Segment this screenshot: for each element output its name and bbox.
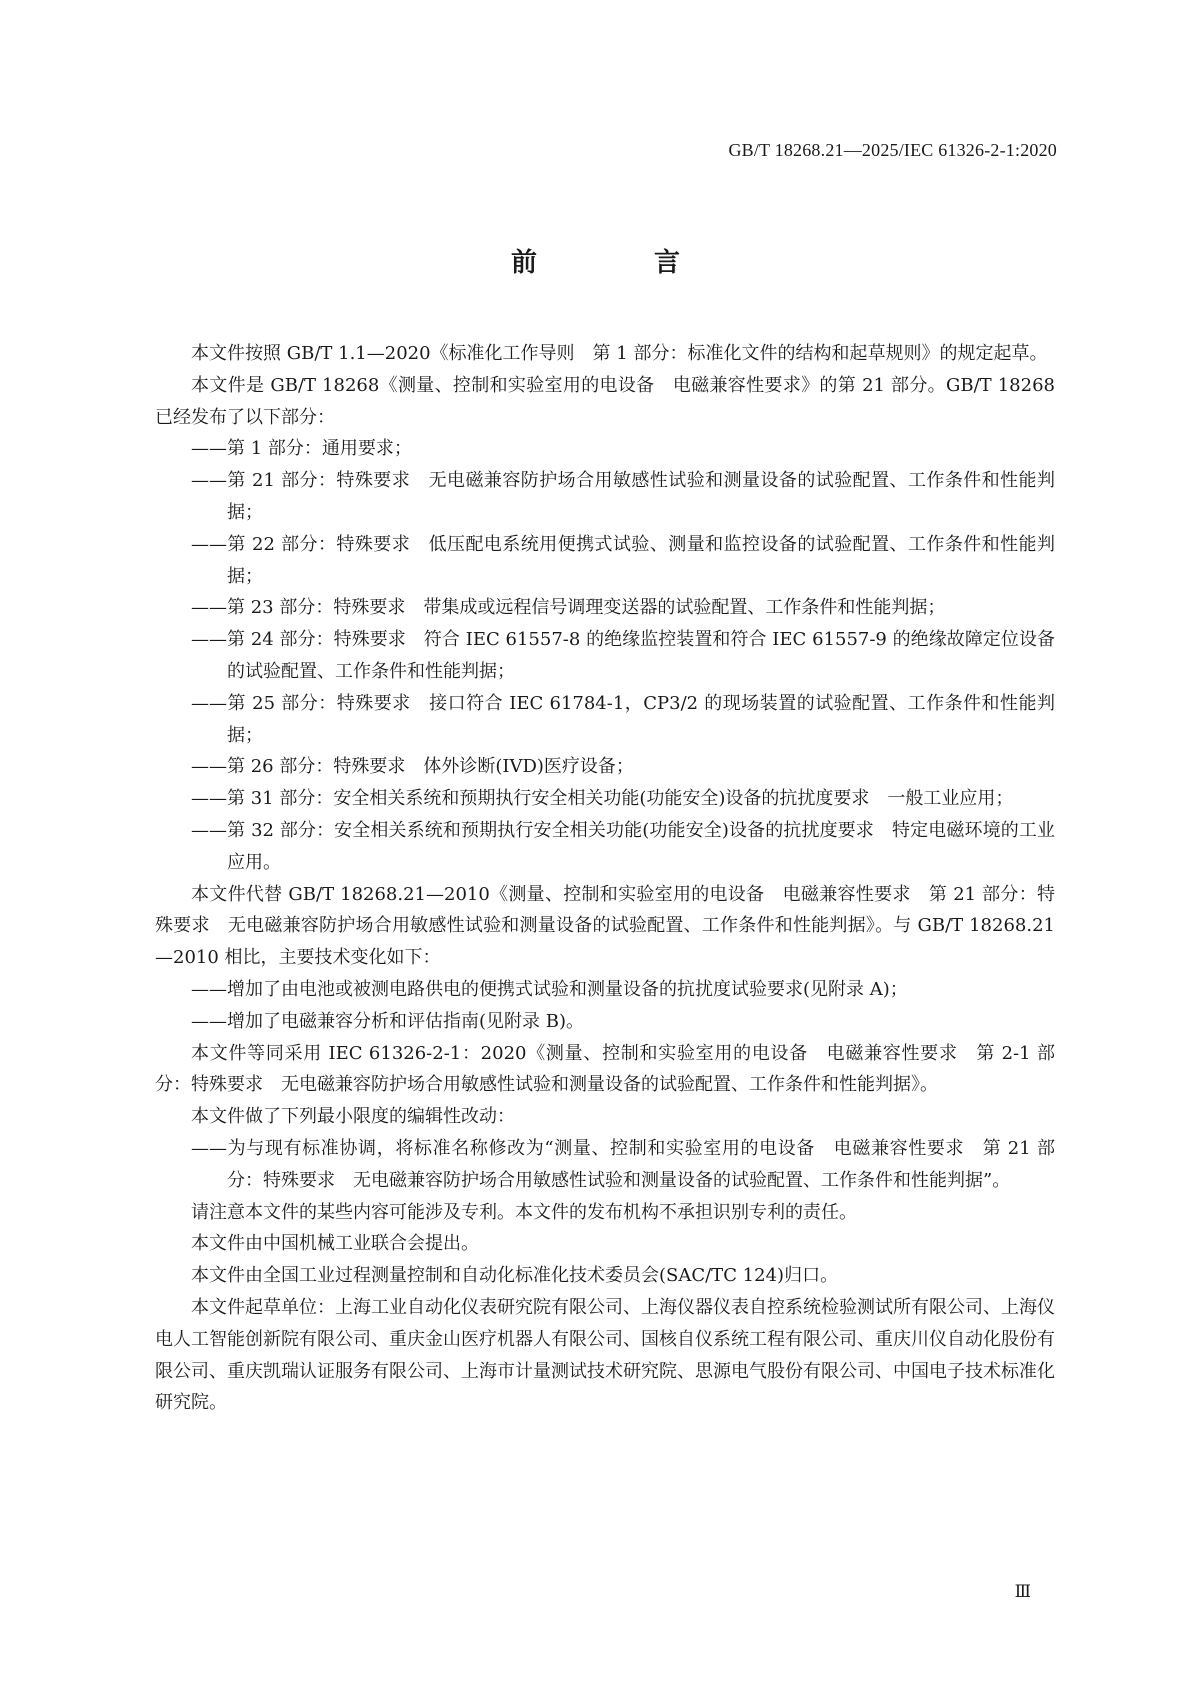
list-item: ——第 26 部分：特殊要求 体外诊断(IVD)医疗设备； — [191, 756, 634, 778]
list-item: ——第 31 部分：安全相关系统和预期执行安全相关功能(功能安全)设备的抗扰度要求 一般工业应用； — [191, 788, 1014, 810]
paragraph: 本文件按照 GB/T 1.1—2020《标准化工作导则 第 1 部分：标准化文件的结构和起草规则》的规定起草。 — [191, 343, 1048, 364]
list-item: ——第 1 部分：通用要求； — [191, 438, 412, 460]
foreword-body — [155, 338, 1055, 1419]
list-item: ——第 22 部分：特殊要求 低压配电系统用便携式试验、测量和监控设备的试验配置、工作条件和性能判据； — [191, 533, 1055, 587]
paragraph: 本文件由全国工业过程测量控制和自动化标准化技术委员会(SAC/TC 124)归口。 — [191, 1265, 839, 1287]
paragraph: 本文件是 GB/T 18268《测量、控制和实验室用的电设备 电磁兼容性要求》的第 21 部分。GB/T 18268 已经发布了以下部分： — [155, 374, 1055, 428]
paragraph: 本文件代替 GB/T 18268.21—2010《测量、控制和实验室用的电设备 电磁兼容性要求 第 21 部分：特殊要求 无电磁兼容防护场合用敏感性试验和测量设备的试验配置、工作条件和性能判据》。与 GB/T 18268.21—2010 相比，主要技术变化如下： — [155, 883, 1055, 969]
list-item: ——第 21 部分：特殊要求 无电磁兼容防护场合用敏感性试验和测量设备的试验配置、工作条件和性能判据； — [191, 470, 1055, 523]
page-number: Ⅲ — [1014, 1582, 1031, 1601]
paragraph: 本文件等同采用 IEC 61326-2-1：2020《测量、控制和实验室用的电设备 电磁兼容性要求 第 2-1 部分：特殊要求 无电磁兼容防护场合用敏感性试验和测量设备的试验配置、工作条件和性能判据》。 — [155, 1042, 1055, 1096]
paragraph: 本文件做了下列最小限度的编辑性改动： — [191, 1106, 515, 1128]
list-item: ——第 23 部分：特殊要求 带集成或远程信号调理变送器的试验配置、工作条件和性能判据； — [191, 597, 946, 619]
list-item: ——第 32 部分：安全相关系统和预期执行安全相关功能(功能安全)设备的抗扰度要求 特定电磁环境的工业应用。 — [191, 819, 1055, 873]
paragraph: 本文件由中国机械工业联合会提出。 — [191, 1233, 479, 1255]
page-title: 前 言 — [510, 248, 735, 278]
list-item: ——第 25 部分：特殊要求 接口符合 IEC 61784-1，CP3/2 的现场装置的试验配置、工作条件和性能判据； — [191, 692, 1055, 746]
list-item: ——第 24 部分：特殊要求 符合 IEC 61557-8 的绝缘监控装置和符合 IEC 61557-9 的绝缘故障定位设备的试验配置、工作条件和性能判据； — [191, 629, 1055, 682]
list-item: ——为与现有标准协调，将标准名称修改为“测量、控制和实验室用的电设备 电磁兼容性要求 第 21 部分：特殊要求 无电磁兼容防护场合用敏感性试验和测量设备的试验配置、工作条件和性能判据”。 — [191, 1137, 1055, 1191]
list-item: ——增加了电磁兼容分析和评估指南(见附录 B)。 — [191, 1010, 584, 1032]
list-item: ——增加了由电池或被测电路供电的便携式试验和测量设备的抗扰度试验要求(见附录 A)； — [191, 978, 908, 1000]
paragraph: 请注意本文件的某些内容可能涉及专利。本文件的发布机构不承担识别专利的责任。 — [191, 1201, 857, 1223]
paragraph: 本文件起草单位：上海工业自动化仪表研究院有限公司、上海仪器仪表自控系统检验测试所有限公司、上海仪电人工智能创新院有限公司、重庆金山医疗机器人有限公司、国核自仪系统工程有限公司、重庆川仪自动化股份有限公司、重庆凯瑞认证服务有限公司、上海市计量测试技术研究院、思源电气股份有限公司、中国电子技术标准化研究院。 — [155, 1296, 1055, 1414]
standard-number-header: GB/T 18268.21—2025/IEC 61326-2-1:2020 — [728, 140, 1057, 160]
